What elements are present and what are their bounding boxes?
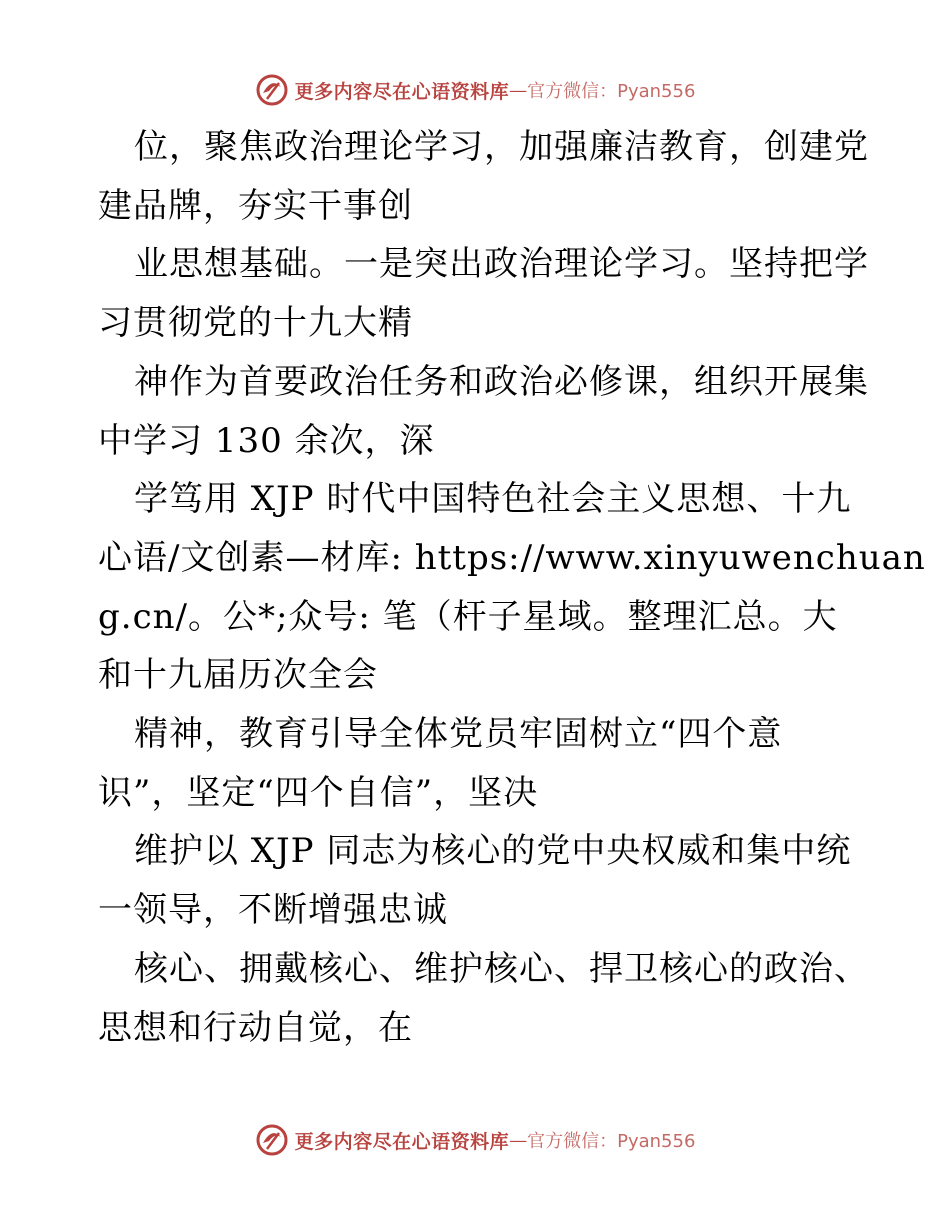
text-line: 精神，教育引导全体党员牢固树立“四个意	[134, 714, 783, 755]
text-line: 中学习 130 余次，深	[98, 420, 435, 461]
swirl-logo-icon	[255, 73, 289, 107]
text-line: 神作为首要政治任务和政治必修课，组织开展集	[134, 361, 869, 402]
text-line: 习贯彻党的十九大精	[98, 303, 413, 344]
swirl-logo-icon	[255, 1123, 289, 1157]
document-body	[98, 118, 926, 1057]
text-line: 建品牌，夯实干事创	[98, 185, 413, 226]
footer-separator: —	[509, 1129, 528, 1151]
text-line: g.cn/。公*;众号: 笔（杆子星域。整理汇总。大	[98, 596, 838, 637]
text-line: 学笃用 XJP 时代中国特色社会主义思想、十九	[134, 479, 852, 520]
text-line: 核心、拥戴核心、维护核心、捍卫核心的政治、	[134, 948, 869, 989]
text-line: 一领导，不断增强忠诚	[98, 890, 448, 931]
text-line: 维护以 XJP 同志为核心的党中央权威和集中统	[134, 831, 852, 872]
footer-watermark	[0, 1120, 950, 1160]
text-line: 位，聚焦政治理论学习，加强廉洁教育，创建党	[134, 127, 869, 167]
footer-wechat: 官方微信：Pyan556	[527, 1131, 696, 1152]
header-wechat: 官方微信：Pyan556	[527, 81, 696, 102]
text-line: 思想和行动自觉，在	[98, 1007, 413, 1048]
text-line: 和十九届历次全会	[98, 655, 378, 696]
header-separator: —	[509, 79, 528, 101]
header-watermark	[0, 70, 950, 110]
text-line: 心语/文创素—材库: https://www.xinyuwenchuan	[98, 537, 926, 578]
header-site-name: 更多内容尽在心语资料库	[294, 80, 510, 103]
text-line: 业思想基础。一是突出政治理论学习。坚持把学	[134, 244, 869, 285]
text-line: 识”，坚定“四个自信”，坚决	[98, 772, 539, 813]
footer-site-name: 更多内容尽在心语资料库	[294, 1130, 510, 1153]
